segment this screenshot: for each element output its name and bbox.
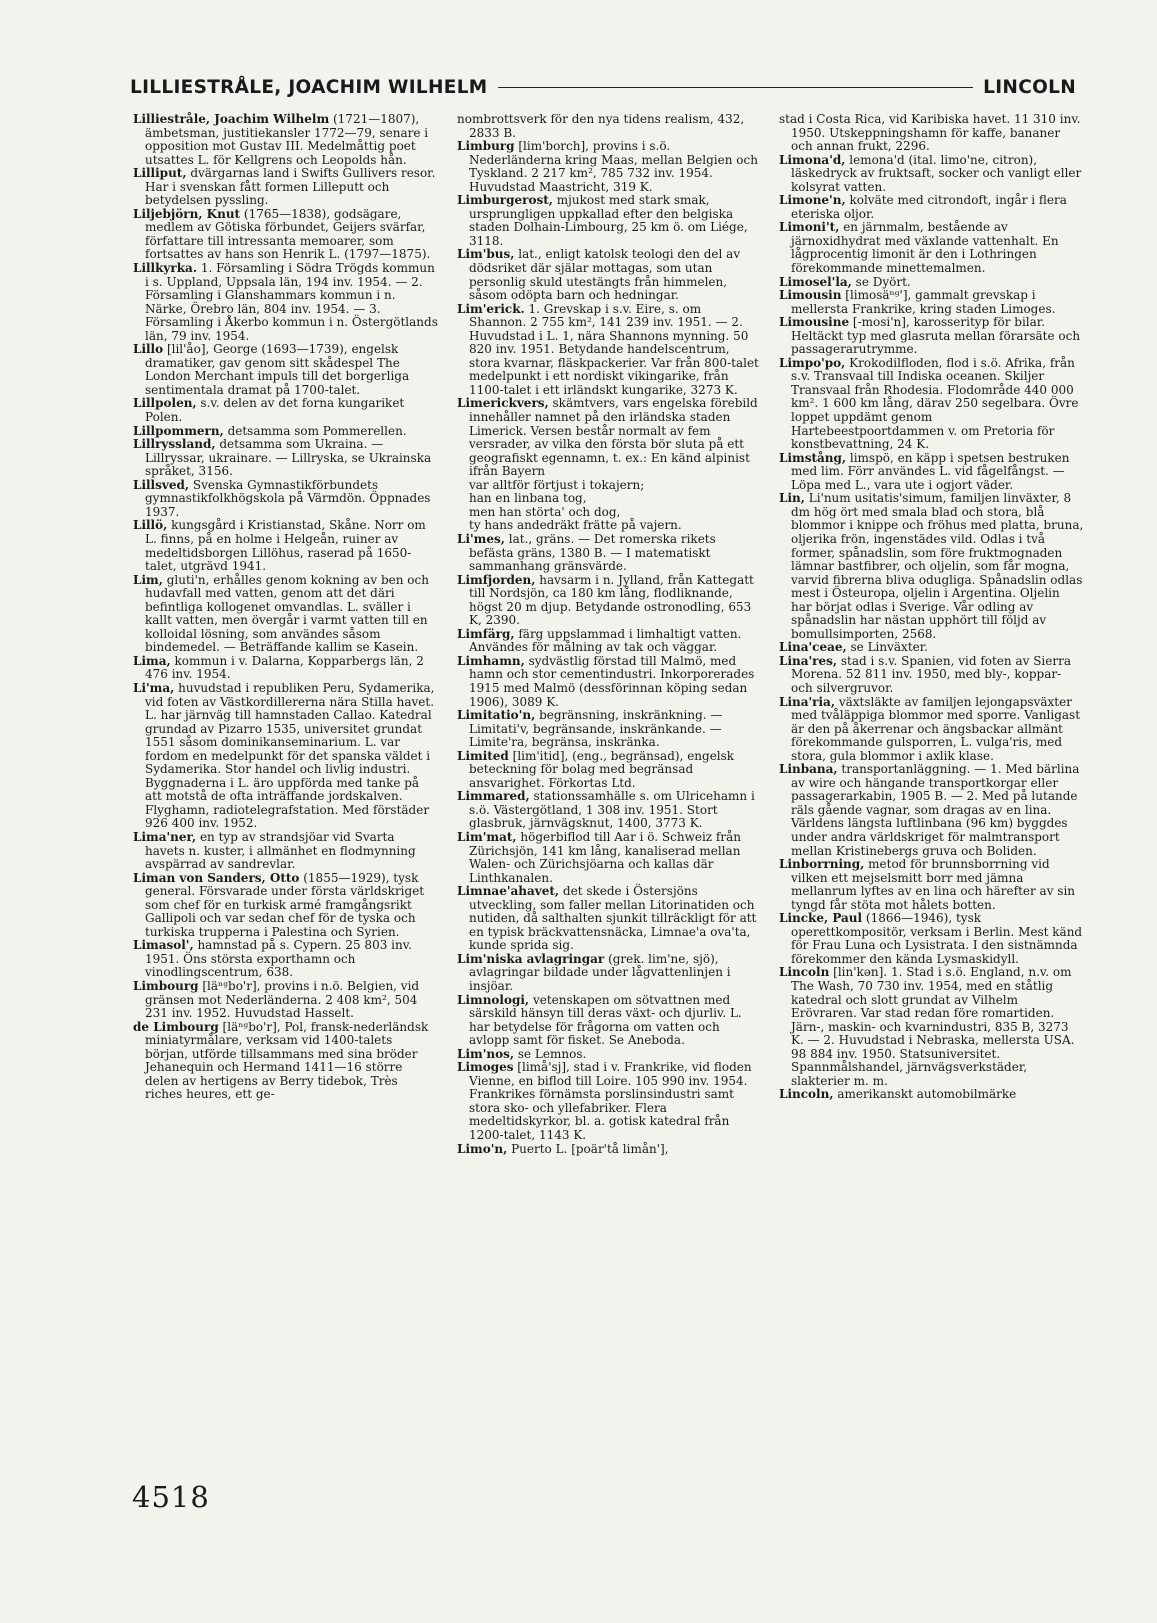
entry-text: havsarm i n. Jylland, från Kattegatt till Nordsjön, ca 180 km lång, flodliknande, högst 20 m djup. Betydande ostronodling, 653 K, 2390. <box>469 572 754 628</box>
dictionary-entry <box>457 194 762 248</box>
entry-headword: Linborrning, <box>779 857 865 872</box>
entry-headword: Lina'ceae, <box>779 640 847 655</box>
entry-headword: Lillpolen, <box>133 396 197 411</box>
entry-text: högerbiflod till Aar i ö. Schweiz från Zürichsjön, 141 km lång, kanaliserad mellan Walen- och Zürichsjöarna och kallas där Linthkanalen. <box>469 829 741 885</box>
header-left-guideword: LILLIESTRÅLE, JOACHIM WILHELM <box>130 76 488 98</box>
entry-headword: Liman von Sanders, Otto <box>133 870 300 885</box>
entry-headword: Limhamn, <box>457 653 525 668</box>
column-1 <box>133 113 438 1102</box>
entry-text: Puerto L. [poär'tå limån'], <box>507 1141 669 1156</box>
dictionary-entry <box>457 1143 762 1157</box>
dictionary-entry <box>133 980 438 1021</box>
entry-headword: Liljebjörn, Knut <box>133 206 241 221</box>
dictionary-entry <box>779 1088 1084 1102</box>
dictionary-entry <box>457 303 762 398</box>
dictionary-entry <box>133 113 438 167</box>
entry-text: kungsgård i Kristianstad, Skåne. Norr om L. finns, på en holme i Helgeån, ruiner av medeltidsborgen Lillöhus, raserad på 1650-talet, utgrävd 1941. <box>145 518 426 574</box>
entry-text: sydvästlig förstad till Malmö, med hamn och stor cementindustri. Inkorporerades 1915 med Malmö (dessförinnan köping sedan 1906), 3089 K. <box>469 653 755 709</box>
dictionary-entry <box>779 113 1084 154</box>
dictionary-entry <box>457 994 762 1048</box>
entry-headword: Lincoln, <box>779 1087 834 1102</box>
entry-headword: Limnologi, <box>457 992 530 1007</box>
entry-headword: Lim'mat, <box>457 829 517 844</box>
entry-headword: Limburg <box>457 139 515 154</box>
running-header <box>130 74 1076 100</box>
dictionary-entry <box>457 709 762 750</box>
dictionary-entry <box>133 831 438 872</box>
entry-headword: Limitatio'n, <box>457 708 536 723</box>
dictionary-entry <box>457 953 762 994</box>
entry-text: [läⁿᵍbo'r], Pol, fransk-nederländsk miniatyrmålare, verksam vid 1400-talets början, utförde tillsammans med sina bröder Jehanequin och Hermand 1411—16 större delen av hertigens av Berry tidebok, Très riches heures, ett ge- <box>145 1019 429 1102</box>
entry-text: metod för brunnsborrning vid vilken ett mejselsmitt borr med jämna mellanrum lyftes av en lina och härefter av sin tyngd får stöta mot hålets botten. <box>791 857 1076 912</box>
dictionary-entry <box>133 167 438 208</box>
entry-text: [limosäⁿᵍ'], gammalt grevskap i mellersta Frankrike, kring staden Limoges. <box>791 288 1056 316</box>
entry-headword: Limosel'la, <box>779 274 852 289</box>
entry-headword: Limfjorden, <box>457 572 536 587</box>
dictionary-entry <box>779 696 1084 764</box>
dictionary-entry <box>457 248 762 302</box>
entry-headword: Lillo <box>133 342 164 357</box>
entry-headword: Lincke, Paul <box>779 911 863 926</box>
dictionary-entry <box>457 790 762 831</box>
dictionary-entry <box>779 154 1084 195</box>
entry-headword: Limstång, <box>779 450 847 465</box>
entry-headword: Limbourg <box>133 979 199 993</box>
dictionary-entry <box>133 519 438 573</box>
dictionary-entry <box>457 750 762 791</box>
dictionary-entry <box>457 628 762 655</box>
dictionary-entry <box>457 655 762 709</box>
dictionary-entry <box>779 289 1084 316</box>
entry-text: transportanläggning. — 1. Med bärlina av wire och hängande transportkorgar eller passagerarkabin, 1905 B. — 2. Med på lutande räls gående vagnar, som dragas av en lina. Världens längsta luftlinbana (96 km) byggdes under andra världskriget för malmtransport mellan Kristinebergs gruva och Boliden. <box>791 762 1080 858</box>
entry-text: [limå'sj], stad i v. Frankrike, vid floden Vienne, en biflod till Loire. 105 990 inv. 1954. Frankrikes förnämsta porslinsindustri samt stora sko- och yllefabriker. Flera medeltidskyrkor, bl. a. gotisk katedral från 1200-talet, 1143 K. <box>469 1060 752 1143</box>
entry-text: en järnmalm, bestående av järnoxidhydrat med växlande vattenhalt. En lågprocentig limonit är den i Lothringen förekommande minettemalmen. <box>791 220 1059 276</box>
entry-headword: Lillsved, <box>133 477 190 492</box>
entry-text: [lim'borch], provins i s.ö. Nederländerna kring Maas, mellan Belgien och Tyskland. 2 217 km², 785 732 inv. 1954. Huvudstad Maastricht, 319 K. <box>469 139 758 194</box>
dictionary-entry <box>457 1061 762 1142</box>
dictionary-entry <box>457 831 762 885</box>
dictionary-entry <box>133 682 438 831</box>
entry-text: 1. Församling i Södra Trögds kommun i s. Uppland, Uppsala län, 194 inv. 1954. — 2. Församling i Glanshammars kommun i n. Närke, Örebro län, 804 inv. 1954. — 3. Församling i Åkerbo kommun i n. Östergötlands län, 79 inv. 1954. <box>145 261 438 343</box>
entry-text: [lil'åo], George (1693—1739), engelsk dramatiker, gav genom sitt skådespel The London Merchant impuls till det borgerliga sentimentala dramat på 1700-talet. <box>145 342 410 397</box>
entry-headword: Lilliestråle, Joachim Wilhelm <box>133 112 330 126</box>
entry-headword: Limmared, <box>457 789 530 804</box>
entry-text: (grek. lim'ne, sjö), avlagringar bildade under lågvattenlinjen i insjöar. <box>469 951 731 993</box>
dictionary-entry <box>457 397 762 478</box>
entry-headword: Lina'ria, <box>779 694 836 709</box>
entry-headword: Li'ma, <box>133 680 175 695</box>
dictionary-entry <box>779 316 1084 357</box>
entry-text: mjukost med stark smak, ursprungligen uppkallad efter den belgiska staden Dolhain-Limbourg, 25 km ö. om Liége, 3118. <box>469 193 748 248</box>
entry-text: Svenska Gymnastikförbundets gymnastikfolkhögskola på Värmdön. Öppnades 1937. <box>145 477 431 519</box>
entry-headword: Limerickvers, <box>457 396 549 411</box>
dictionary-entry <box>779 641 1084 655</box>
entry-text: lat., enligt katolsk teologi den del av dödsriket där själar mottagas, som utan personlig skuld utestängts från himmelen, såsom odöpta barn och hedningar. <box>469 247 741 303</box>
entry-text: lat., gräns. — Det romerska rikets befästa gräns, 1380 B. — I matematiskt sammanhang gränsvärde. <box>469 531 716 574</box>
entry-text: detsamma som Pommerellen. <box>223 423 407 438</box>
entry-text: se Dyört. <box>851 274 911 289</box>
entry-headword: Lillkyrka. <box>133 261 197 276</box>
dictionary-entry <box>133 655 438 682</box>
entry-headword: Lim'erick. <box>457 301 525 316</box>
entry-text: det skede i Östersjöns utveckling, som faller mellan Litorinatiden och nutiden, då salthalten sjunkit tillräckligt för att en typisk bräckvattensnäcka, Limnae'a ova'ta, kunde sprida sig. <box>469 884 757 953</box>
entry-text: (1765—1838), godsägare, medlem av Götiska förbundet, Geijers svärfar, författare till intressanta memoarer, som fortsattes av hans son Henrik L. (1797—1875). <box>145 206 431 262</box>
entry-headword: Lin, <box>779 491 805 506</box>
entry-text: lemona'd (ital. limo'ne, citron), läskedryck av fruktsaft, socker och vanligt eller kolsyrat vatten. <box>791 152 1082 194</box>
dictionary-entry <box>457 113 762 140</box>
entry-text: nombrottsverk för den nya tidens realism, 432, 2833 B. <box>457 112 745 140</box>
entry-text: se Linväxter. <box>846 640 928 655</box>
page-number: 4518 <box>132 1480 210 1514</box>
dictionary-entry <box>457 533 762 574</box>
entry-text: gluti'n, erhålles genom kokning av ben och hudavfall med vatten, genom att det däri befintliga kollogenet omvandlas. L. sväller i kallt vatten, men övergår i varmt vatten till en kolloidal lösning, som användes såsom bindemedel. — Beträffande kallim se Kasein. <box>145 572 429 655</box>
entry-headword: Limone'n, <box>779 193 846 208</box>
poem-line: var alltför förtjust i tokajern; <box>469 477 645 492</box>
entry-text: begränsning, inskränkning. — Limitati'v, begränsande, inskränkande. — Limite'ra, begränsa, inskränka. <box>469 708 723 750</box>
dictionary-entry <box>779 912 1084 966</box>
dictionary-entry <box>779 194 1084 221</box>
entry-text: s.v. delen av det forna kungariket Polen. <box>145 396 405 425</box>
entry-text: Li'num usitatis'simum, familjen linväxter, 8 dm hög ört med smala blad och stora, blå blommor i knippe och fröhus med platta, bruna, oljerika frön, ingenstädes vild. Odlas i två former, spånadslin, som före fruktmognaden lämnar bastfibrer, och oljelin, som får mogna, varvid fibrerna bliva odugliga. Spånadslin odlas mest i Östeuropa, oljelin i Argentina. Oljelin har börjat odlas i Sverige. Vår odling av spånadslin har nästan upphört till följd av bomullsimporten, 2568. <box>791 491 1084 641</box>
entry-headword: Lim'bus, <box>457 247 515 262</box>
dictionary-entry <box>779 655 1084 696</box>
dictionary-entry <box>457 140 762 194</box>
entry-text: stationssamhälle s. om Ulricehamn i s.ö. Västergötland, 1 308 inv. 1951. Stort glasbruk, järnvägsknut, 1400, 3773 K. <box>469 789 755 831</box>
entry-text: [läⁿᵍbo'r], provins i n.ö. Belgien, vid gränsen mot Nederländerna. 2 408 km², 504 231 inv. 1952. Huvudstad Hasselt. <box>145 979 420 1021</box>
entry-headword: Lim'nos, <box>457 1046 515 1061</box>
dictionary-entry <box>133 343 438 397</box>
entry-headword: Li'mes, <box>457 531 505 546</box>
entry-headword: Limasol', <box>133 938 194 953</box>
dictionary-entry <box>133 438 438 479</box>
dictionary-entry <box>133 872 438 940</box>
entry-text: kolväte med citrondoft, ingår i flera eteriska oljor. <box>791 193 1067 221</box>
dictionary-entry <box>779 763 1084 858</box>
entry-text: [lin'kən]. 1. Stad i s.ö. England, n.v. om The Wash, 70 730 inv. 1954, med en ståtlig katedral och slott grundat av Vilhelm Erövraren. Var stad redan före romartiden. Järn-, maskin- och kvarnindustri, 835 B, 3273 K. — 2. Huvudstad i Nebraska, mellersta USA. 98 884 inv. 1950. Statsuniversitet. Spannmålshandel, järnvägsverkstäder, slakterier m. m. <box>791 965 1075 1088</box>
entry-text: huvudstad i republiken Peru, Sydamerika, vid foten av Västkordillererna nära Stilla havet. L. har järnväg till hamnstaden Callao. Katedral grundad av Pizarro 1535, universitet grundat 1551 såsom dominikanseminarium. L. var fordom en medelpunkt för det spanska väldet i Sydamerika. Stor handel och livlig industri. Byggnaderna i L. äro uppförda med tanke på att motstå de ofta inträffande jordskalven. Flyghamn, radiotelegrafstation. Med förstäder 926 400 inv. 1952. <box>145 680 435 831</box>
dictionary-entry <box>133 208 438 262</box>
entry-headword: Limnae'ahavet, <box>457 884 560 899</box>
dictionary-entry <box>457 574 762 628</box>
entry-text: färg uppslammad i limhaltigt vatten. Användes för målning av tak och väggar. <box>469 626 742 655</box>
dictionary-entry <box>779 276 1084 290</box>
entry-text: 1. Grevskap i s.v. Eire, s. om Shannon. 2 755 km², 141 239 inv. 1951. — 2. Huvudstad i L. 1, nära Shannons mynning. 50 820 inv. 1951. Betydande handelscentrum, stora kvarnar, fläskpackerier. Var från 800-talet medelpunkt i ett nordiskt vikingarike, från 1100-talet i ett irländskt kungarike, 3273 K. <box>469 301 759 397</box>
dictionary-entry <box>133 397 438 424</box>
entry-text: amerikanskt automobilmärke <box>833 1087 1017 1102</box>
entry-text: (1721—1807), ämbetsman, justitiekansler 1772—79, senare i opposition mot Gustav III. Medelmåttig poet utsattes L. för Kellgrens och Leopolds hån. <box>145 112 429 167</box>
entry-headword: Lim'niska avlagringar <box>457 951 605 966</box>
dictionary-entry <box>133 574 438 655</box>
entry-headword: Lina'res, <box>779 653 838 668</box>
header-right-guideword: LINCOLN <box>983 76 1076 98</box>
entry-headword: de Limbourg <box>133 1019 219 1034</box>
dictionary-entry <box>779 966 1084 1088</box>
entry-headword: Lillryssland, <box>133 437 216 452</box>
entry-headword: Lima, <box>133 653 171 668</box>
column-3 <box>779 113 1084 1102</box>
entry-text: (1866—1946), tysk operettkompositör, verksam i Berlin. Mest känd för Frau Luna och Lysistrata. I den sistnämnda förekommer den kända Lysmaskidyll. <box>791 911 1083 966</box>
dictionary-entry <box>133 1021 438 1102</box>
entry-text: [lim'itid], (eng., begränsad), engelsk beteckning för bolag med begränsad ansvarighet. Förkortas Ltd. <box>469 748 735 790</box>
entry-headword: Limoni't, <box>779 220 840 235</box>
entry-text: vetenskapen om sötvattnen med särskild hänsyn till deras växt- och djurliv. L. har betydelse för frågorna om vatten och avlopp samt för fisket. Se Aneboda. <box>469 992 742 1048</box>
entry-text: limspö, en käpp i spetsen bestruken med lim. Förr användes L. vid fågelfångst. — Löpa med L., vara ute i ogjort väder. <box>791 450 1070 492</box>
dictionary-entry <box>457 885 762 953</box>
dictionary-entry <box>133 262 438 343</box>
dictionary-entry <box>779 357 1084 452</box>
entry-text: Krokodilfloden, flod i s.ö. Afrika, från s.v. Transvaal till Indiska oceanen. Skiljer Transvaal från Rhodesia. Flodområde 440 000 km². 1 600 km lång, därav 250 segelbara. Övre loppet uppdämt genom Hartebeestpoortdammen v. om Pretoria för konstbevattning, 24 K. <box>791 355 1079 452</box>
entry-headword: Limousin <box>779 288 842 303</box>
entry-text: skämtvers, vars engelska förebild innehåller namnet på den irländska staden Limerick. Versen består normalt av fem versrader, av vilka den första bör sluta på ett geografiskt egennamn, t. ex.: En känd alpinist ifrån Bayern <box>469 396 758 479</box>
entry-text: stad i Costa Rica, vid Karibiska havet. 11 310 inv. 1950. Utskeppningshamn för kaffe, bananer och annan frukt, 2296. <box>779 112 1081 154</box>
column-2 <box>457 113 762 1156</box>
poem-line: men han störta' och dog, <box>469 504 621 519</box>
entry-text: kommun i v. Dalarna, Kopparbergs län, 2 476 inv. 1954. <box>145 653 424 682</box>
dictionary-entry <box>133 939 438 980</box>
entry-headword: Limited <box>457 748 509 763</box>
entry-text: stad i s.v. Spanien, vid foten av Sierra Morena. 52 811 inv. 1950, med bly-, koppar- och silvergruvor. <box>791 653 1071 695</box>
entry-text: dvärgarnas land i Swifts Gullivers resor. Har i svenskan fått formen Lilleputt och betydelsen pyssling. <box>145 166 436 208</box>
entry-headword: Limpo'po, <box>779 355 846 370</box>
entry-headword: Lilliput, <box>133 166 187 181</box>
entry-headword: Limoges <box>457 1060 514 1075</box>
dictionary-entry <box>779 221 1084 275</box>
dictionary-entry <box>779 452 1084 493</box>
entry-headword: Limo'n, <box>457 1141 508 1156</box>
entry-headword: Lincoln <box>779 965 830 980</box>
entry-text: se Lemnos. <box>514 1046 587 1061</box>
entry-text: hamnstad på s. Cypern. 25 803 inv. 1951. Öns största exporthamn och vinodlingscentrum, 638. <box>145 938 412 980</box>
entry-headword: Limousine <box>779 315 850 330</box>
entry-headword: Lim, <box>133 572 163 587</box>
entry-headword: Limona'd, <box>779 152 846 167</box>
dictionary-entry <box>133 425 438 439</box>
entry-text: detsamma som Ukraina. — Lillryssar, ukrainare. — Lillryska, se Ukrainska språket, 3156. <box>145 437 432 479</box>
entry-text: (1855—1929), tysk general. Försvarade under första världskriget som chef för en turkisk armé framgångsrikt Gallipoli och var sedan chef för de tyska och turkiska trupperna i Palestina och Syrien. <box>145 870 425 939</box>
poem-line: han en linbana tog, <box>469 491 587 506</box>
entry-text: [-mosi'n], karosserityp för bilar. Heltäckt typ med glasruta mellan förarsäte och passagerarutrymme. <box>791 315 1081 357</box>
poem-line: ty hans andedräkt frätte på vajern. <box>469 518 682 533</box>
dictionary-entry <box>133 479 438 520</box>
entry-headword: Linbana, <box>779 762 838 777</box>
dictionary-entry <box>779 492 1084 641</box>
entry-text: växtsläkte av familjen lejongapsväxter med tvåläppiga blommor med sporre. Vanligast är den på åkerrenar och ängsbackar allmänt förekommande gulsporren, L. vulga'ris, med stora, gula blommor i axlik klase. <box>791 694 1081 763</box>
entry-headword: Limfärg, <box>457 626 515 641</box>
entry-headword: Limburgerost, <box>457 193 553 208</box>
entry-headword: Lillpommern, <box>133 423 224 438</box>
entry-headword: Lillö, <box>133 518 168 533</box>
dictionary-entry <box>779 858 1084 912</box>
entry-text: en typ av strandsjöar vid Svarta havets n. kuster, i allmänhet en flodmynning avspärrad av sandrevlar. <box>145 829 416 872</box>
header-rule <box>498 87 974 88</box>
entry-headword: Lima'ner, <box>133 829 197 844</box>
